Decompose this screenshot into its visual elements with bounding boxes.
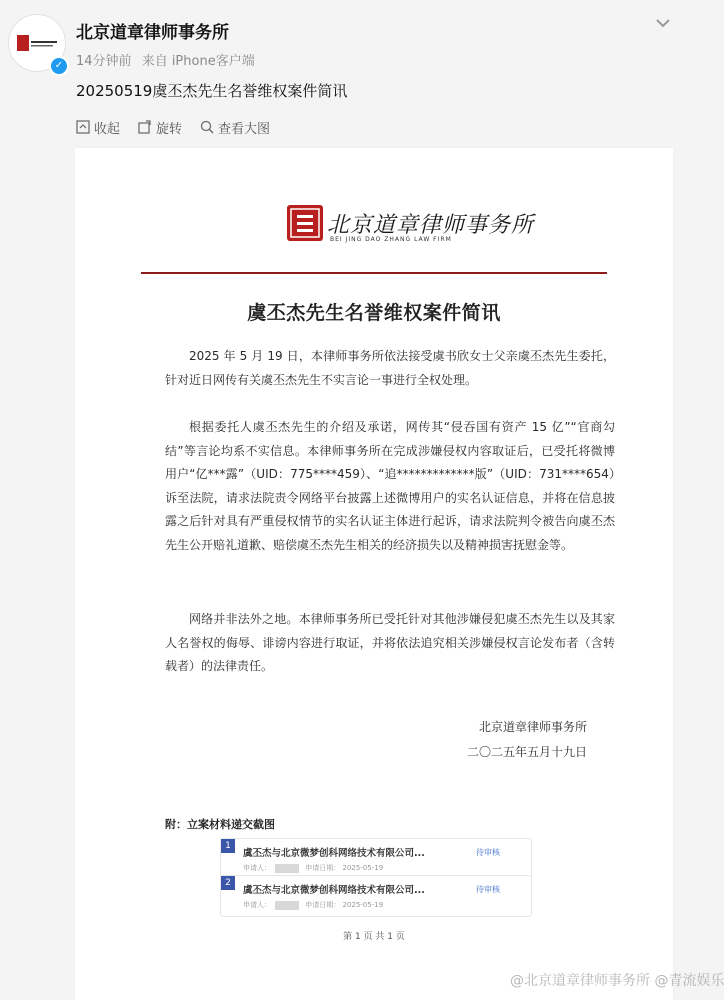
attachment-title: 附：立案材料递交截图	[165, 818, 275, 831]
collapse-button[interactable]	[76, 116, 120, 138]
case-card	[220, 875, 532, 917]
date-label: 申请日期：	[305, 901, 341, 909]
firm-name-cn: 北京道章律师事务所	[327, 213, 535, 238]
page-number: 第 1 页 共 1 页	[343, 932, 405, 942]
case-subline	[243, 900, 383, 910]
document-image[interactable]	[75, 148, 673, 1000]
case-status: 待审核	[476, 885, 500, 894]
post-text: 20250519虞丕杰先生名誉维权案件简讯	[76, 82, 348, 100]
watermark: @北京道章律师事务所 @青流娱乐	[510, 973, 724, 989]
view-large-label: 查看大图	[218, 121, 271, 137]
firm-seal-icon	[287, 205, 323, 241]
rotate-icon	[138, 120, 152, 134]
date-label: 申请日期：	[305, 864, 341, 872]
applicant-label: 申请人：	[243, 901, 271, 909]
firm-logo-icon	[17, 33, 57, 53]
collapse-label: 收起	[94, 121, 121, 137]
view-large-button[interactable]	[200, 116, 270, 138]
author-name[interactable]: 北京道章律师事务所	[76, 23, 229, 43]
rotate-label: 旋转	[156, 121, 183, 137]
image-toolbar	[76, 116, 270, 138]
applicant-label: 申请人：	[243, 864, 271, 872]
paragraph-2: 根据委托人虞丕杰先生的介绍及承诺，网传其“侵吞国有资产 15 亿”“官商勾结”等言论均系不实信息。本律师事务所在完成涉嫌侵权内容取证后，已受托将微博用户“亿***露”（UID：775****459）、“追*************版”（UID：731****654）诉至法院，请求法院责令网络平台披露上述微博用户的实名认证信息，并将在信息披露之后针对具有严重侵权情节的实名认证主体进行起诉，请求法院判令被告向虞丕杰先生公开赔礼道歉、赔偿虞丕杰先生相关的经济损失以及精神损害抚慰金等。	[165, 420, 615, 552]
header-divider	[141, 272, 607, 274]
case-subline	[243, 863, 383, 873]
seal-glyph-icon	[287, 205, 323, 241]
firm-name-en: BEI JING DAO ZHANG LAW FIRM	[330, 236, 452, 243]
case-number: 1	[221, 839, 235, 853]
paragraph-3: 网络并非法外之地。本律师事务所已受托针对其他涉嫌侵犯虞丕杰先生以及其家人名誉权的侮辱、诽谤内容进行取证，并将依法追究相关涉嫌侵权言论发布者（含转载者）的法律责任。	[165, 612, 615, 673]
case-date: 2025-05-19	[342, 864, 384, 872]
signature-date: 二〇二五年五月十九日	[466, 745, 587, 759]
paragraph-1: 2025 年 5 月 19 日，本律师事务所依法接受虞书欣女士父亲虞丕杰先生委托，针对近日网传有关虞丕杰先生不实言论一事进行全权处理。	[165, 349, 615, 387]
case-number: 2	[221, 876, 235, 890]
post-source: 来自 iPhone客户端	[141, 54, 255, 69]
redacted-block	[275, 864, 299, 873]
verified-badge-icon: ✓	[49, 56, 69, 76]
redacted-block	[275, 901, 299, 910]
document-title: 虞丕杰先生名誉维权案件简讯	[247, 302, 501, 324]
case-title: 虞丕杰与北京微梦创科网络技术有限公司...	[243, 848, 425, 859]
rotate-button[interactable]	[138, 116, 182, 138]
collapse-icon	[76, 120, 90, 134]
case-card	[220, 838, 532, 880]
case-date: 2025-05-19	[342, 901, 384, 909]
chevron-down-icon[interactable]	[652, 12, 674, 34]
post-meta	[76, 50, 261, 69]
case-title: 虞丕杰与北京微梦创科网络技术有限公司...	[243, 885, 425, 896]
signature-firm: 北京道章律师事务所	[478, 720, 587, 734]
magnifier-icon	[200, 120, 214, 134]
post-time: 14分钟前	[76, 54, 132, 69]
case-status: 待审核	[476, 848, 500, 857]
post-header	[0, 0, 690, 148]
